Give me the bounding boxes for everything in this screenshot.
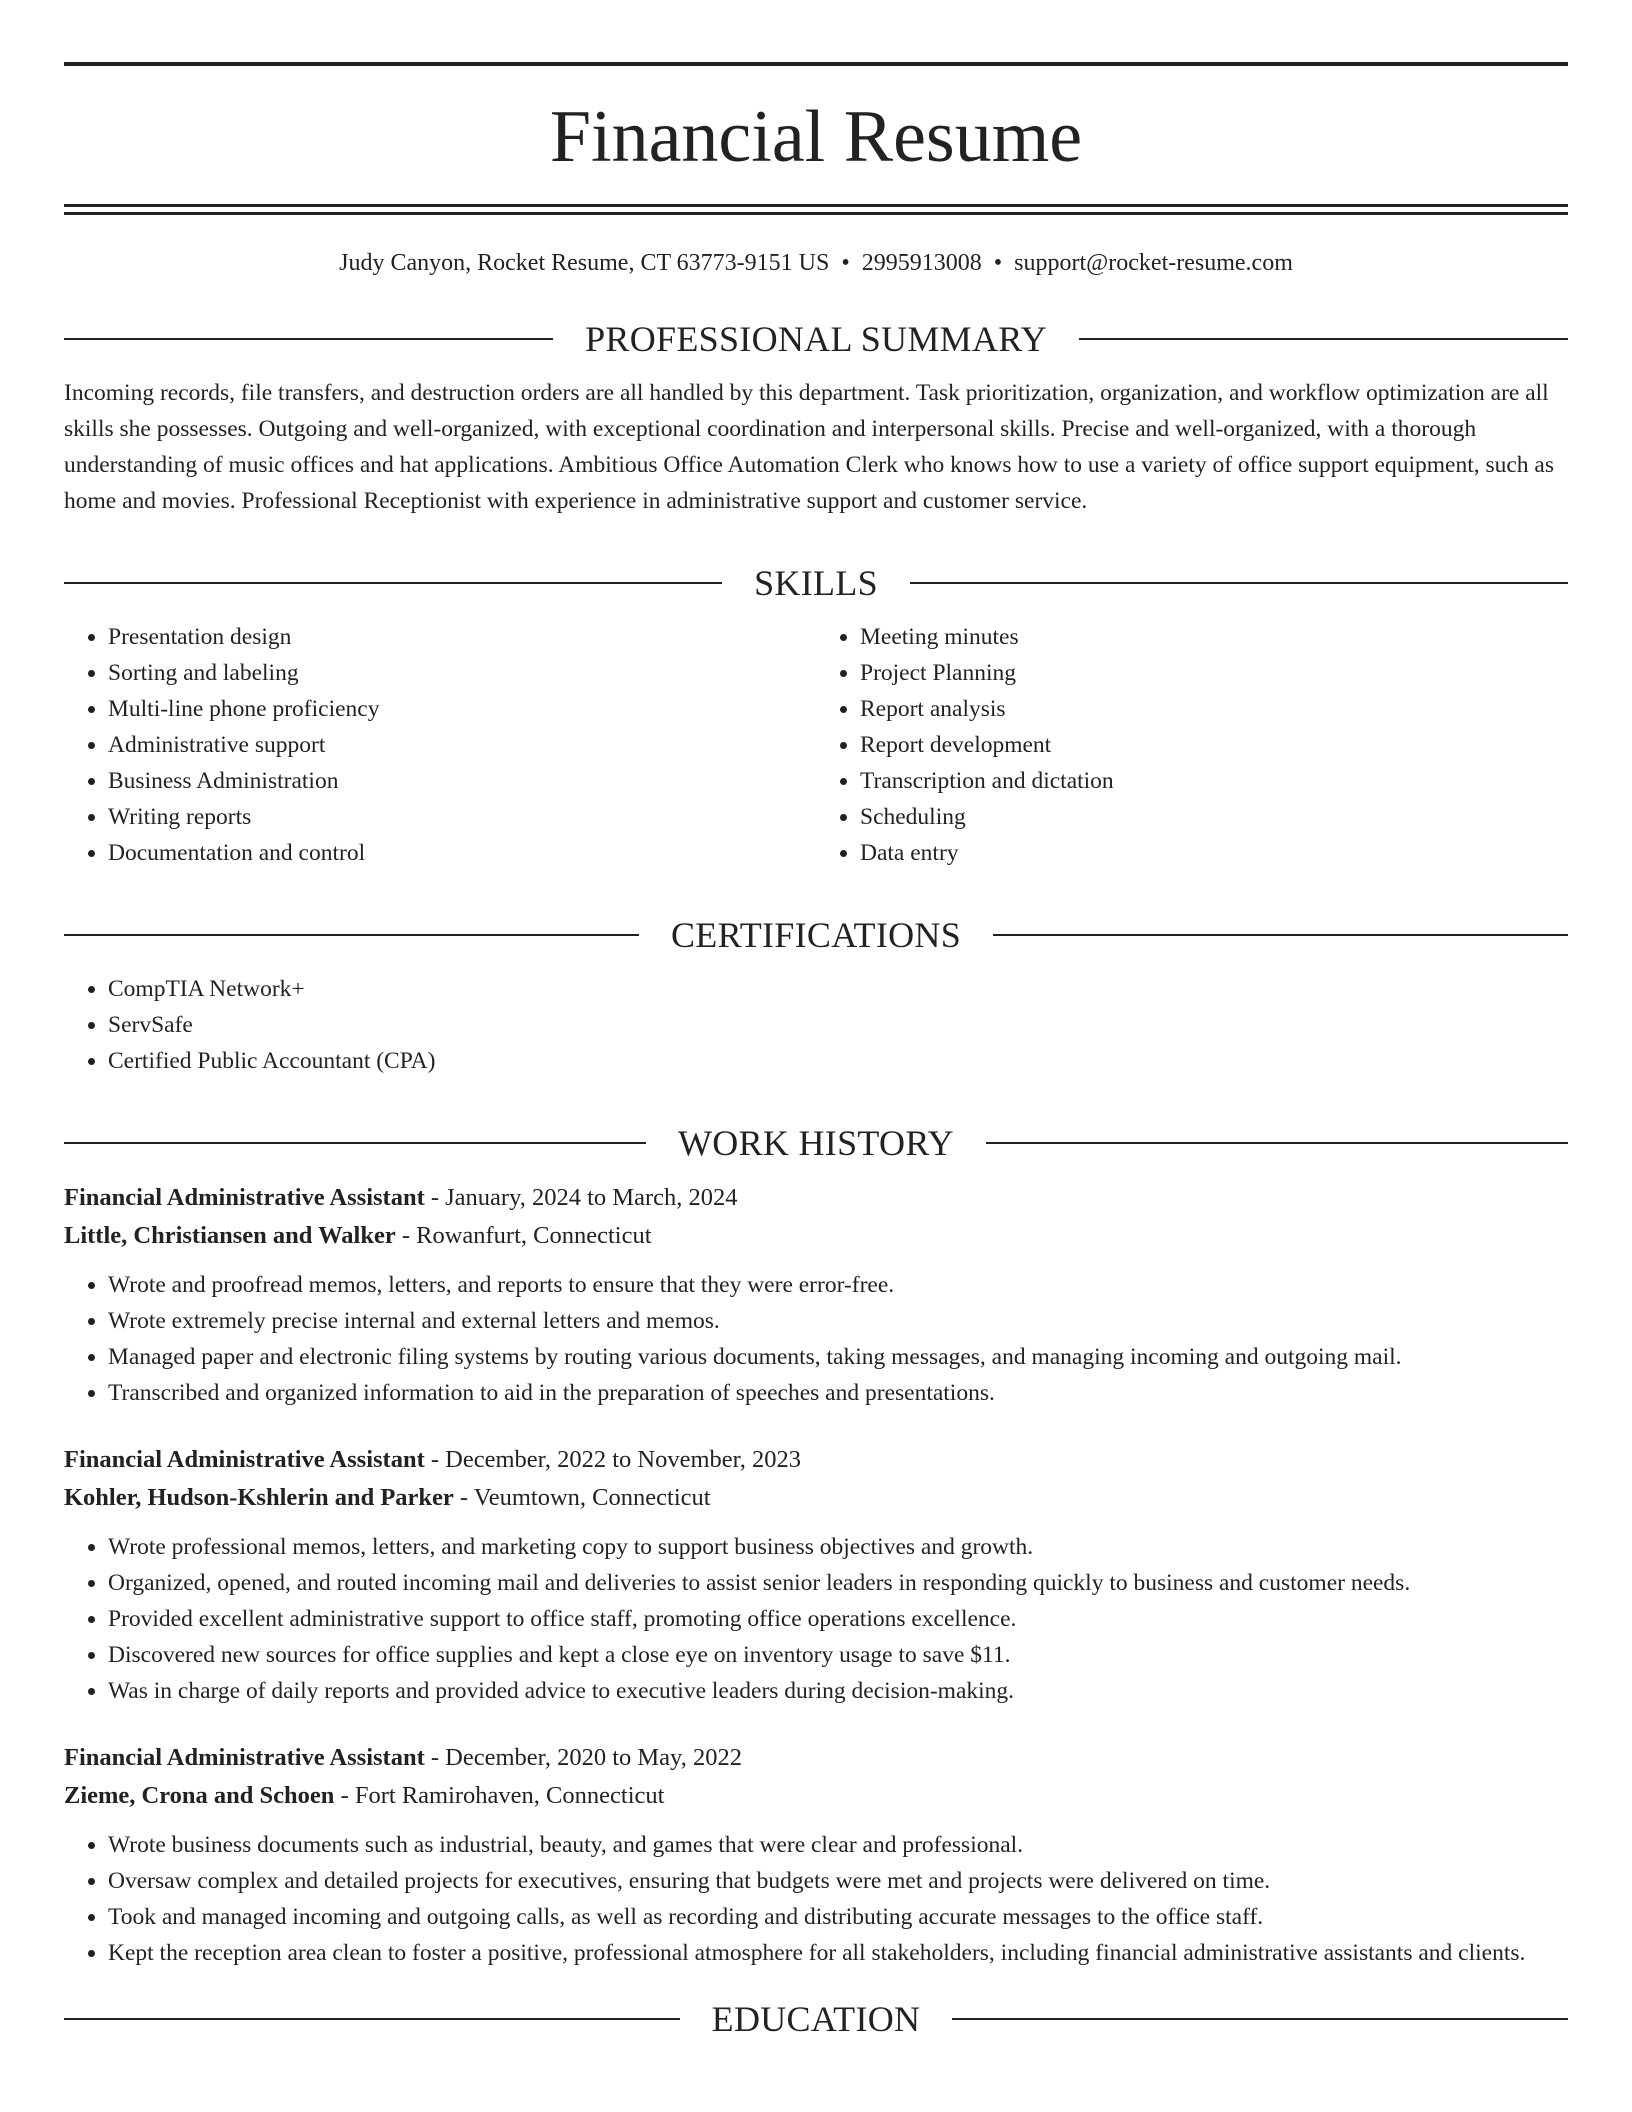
job-bullet: • Wrote and proofread memos, letters, and reports to ensure that they were error-free. bbox=[108, 1267, 1568, 1303]
section-title-summary: PROFESSIONAL SUMMARY bbox=[585, 319, 1047, 359]
section-header-education bbox=[64, 2001, 1568, 2037]
divider-line bbox=[64, 1142, 646, 1144]
skills-list-left bbox=[64, 619, 816, 871]
job-bullets bbox=[64, 1827, 1568, 1971]
job-bullet: • Took and managed incoming and outgoing calls, as well as recording and distributing accurate messages to the office staff. bbox=[108, 1899, 1568, 1935]
job-location: - Fort Ramirohaven, Connecticut bbox=[334, 1782, 665, 1809]
section-header-certifications bbox=[64, 917, 1568, 953]
resume-title: Financial Resume bbox=[549, 96, 1083, 178]
job-title-line bbox=[64, 1739, 1568, 1777]
job-entry bbox=[64, 1739, 1568, 1971]
section-header-summary bbox=[64, 321, 1568, 357]
certification-item: • Certified Public Accountant (CPA) bbox=[108, 1043, 1568, 1079]
skill-item: • Data entry bbox=[860, 835, 1568, 871]
skill-item: • Multi-line phone proficiency bbox=[108, 691, 816, 727]
skill-item: • Scheduling bbox=[860, 799, 1568, 835]
summary-text: Incoming records, file transfers, and destruction orders are all handled by this department. Task prioritization, organization, and workflow optimization are all skills she possesses. Outgoing and well-organized, with exceptional coordination and interpersonal skills. Precise and well-organized, with a thorough understanding of music offices and hat applications. Ambitious Office Automation Clerk who knows how to use a variety of office support equipment, such as home and movies. Professional Receptionist with experience in administrative support and customer service. bbox=[64, 380, 1555, 514]
contact-address: Judy Canyon, Rocket Resume, CT 63773-9151 US bbox=[339, 250, 830, 276]
contact-phone: 2995913008 bbox=[861, 250, 982, 276]
job-bullet: • Wrote business documents such as industrial, beauty, and games that were clear and professional. bbox=[108, 1827, 1568, 1863]
job-bullet: • Discovered new sources for office supplies and kept a close eye on inventory usage to save $11. bbox=[108, 1637, 1568, 1673]
skill-item: • Sorting and labeling bbox=[108, 655, 816, 691]
skill-item: • Documentation and control bbox=[108, 835, 816, 871]
job-company: Kohler, Hudson-Kshlerin and Parker bbox=[64, 1484, 454, 1511]
job-title-line bbox=[64, 1441, 1568, 1479]
job-location: - Rowanfurt, Connecticut bbox=[395, 1222, 652, 1249]
section-title-skills: SKILLS bbox=[754, 563, 878, 603]
job-bullets bbox=[64, 1529, 1568, 1709]
skill-item: • Report analysis bbox=[860, 691, 1568, 727]
divider-line bbox=[64, 934, 639, 936]
job-dates: - December, 2022 to November, 2023 bbox=[424, 1446, 802, 1473]
certifications-list bbox=[64, 971, 1568, 1079]
job-company-line bbox=[64, 1217, 1568, 1255]
divider-line bbox=[64, 338, 553, 340]
certification-item: • ServSafe bbox=[108, 1007, 1568, 1043]
job-bullets bbox=[64, 1267, 1568, 1411]
job-bullet: • Provided excellent administrative support to office staff, promoting office operations excellence. bbox=[108, 1601, 1568, 1637]
job-dates: - January, 2024 to March, 2024 bbox=[424, 1184, 738, 1211]
divider-line bbox=[986, 1142, 1568, 1144]
section-header-work-history bbox=[64, 1125, 1568, 1161]
job-entry bbox=[64, 1441, 1568, 1709]
skill-item: • Presentation design bbox=[108, 619, 816, 655]
job-entry bbox=[64, 1179, 1568, 1411]
job-title-line bbox=[64, 1179, 1568, 1217]
skill-item: • Transcription and dictation bbox=[860, 763, 1568, 799]
skill-item: • Writing reports bbox=[108, 799, 816, 835]
top-rule bbox=[64, 62, 1568, 66]
job-company: Little, Christiansen and Walker bbox=[64, 1222, 396, 1249]
section-header-skills bbox=[64, 565, 1568, 601]
job-bullet: • Organized, opened, and routed incoming mail and deliveries to assist senior leaders in responding quickly to business and customer needs. bbox=[108, 1565, 1568, 1601]
skill-item: • Meeting minutes bbox=[860, 619, 1568, 655]
section-title-education: EDUCATION bbox=[711, 1999, 921, 2039]
skill-item: • Business Administration bbox=[108, 763, 816, 799]
job-dates: - December, 2020 to May, 2022 bbox=[424, 1744, 742, 1771]
divider-line bbox=[993, 934, 1568, 936]
contact-line bbox=[64, 251, 1568, 275]
job-bullet: • Managed paper and electronic filing systems by routing various documents, taking messages, and managing incoming and outgoing mail. bbox=[108, 1339, 1568, 1375]
section-title-certifications: CERTIFICATIONS bbox=[670, 915, 962, 955]
job-bullet: • Oversaw complex and detailed projects for executives, ensuring that budgets were met and projects were delivered on time. bbox=[108, 1863, 1568, 1899]
job-bullet: • Kept the reception area clean to foster a positive, professional atmosphere for all stakeholders, including financial administrative assistants and clients. bbox=[108, 1935, 1568, 1971]
job-bullet: • Transcribed and organized information to aid in the preparation of speeches and presentations. bbox=[108, 1375, 1568, 1411]
job-company-line bbox=[64, 1777, 1568, 1815]
job-bullet: • Wrote extremely precise internal and external letters and memos. bbox=[108, 1303, 1568, 1339]
divider-line bbox=[64, 582, 722, 584]
skill-item: • Administrative support bbox=[108, 727, 816, 763]
divider-line bbox=[910, 582, 1568, 584]
job-title: Financial Administrative Assistant bbox=[64, 1184, 425, 1211]
contact-separator: • bbox=[841, 250, 850, 276]
section-title-work-history: WORK HISTORY bbox=[678, 1123, 954, 1163]
job-bullet: • Was in charge of daily reports and provided advice to executive leaders during decision-making. bbox=[108, 1673, 1568, 1709]
job-location: - Veumtown, Connecticut bbox=[453, 1484, 711, 1511]
job-bullet: • Wrote professional memos, letters, and marketing copy to support business objectives and growth. bbox=[108, 1529, 1568, 1565]
divider-line bbox=[64, 2018, 680, 2020]
job-company-line bbox=[64, 1479, 1568, 1517]
resume-page bbox=[64, 0, 1568, 2037]
skill-item: • Project Planning bbox=[860, 655, 1568, 691]
job-title: Financial Administrative Assistant bbox=[64, 1744, 425, 1771]
certification-item: • CompTIA Network+ bbox=[108, 971, 1568, 1007]
skills-list-right bbox=[816, 619, 1568, 871]
skills-columns bbox=[64, 619, 1568, 871]
contact-email[interactable]: support@rocket-resume.com bbox=[1014, 250, 1293, 276]
divider-line bbox=[1079, 338, 1568, 340]
job-title: Financial Administrative Assistant bbox=[64, 1446, 425, 1473]
divider-line bbox=[952, 2018, 1568, 2020]
job-company: Zieme, Crona and Schoen bbox=[64, 1782, 335, 1809]
contact-separator: • bbox=[993, 250, 1003, 276]
skill-item: • Report development bbox=[860, 727, 1568, 763]
double-rule bbox=[64, 204, 1568, 215]
